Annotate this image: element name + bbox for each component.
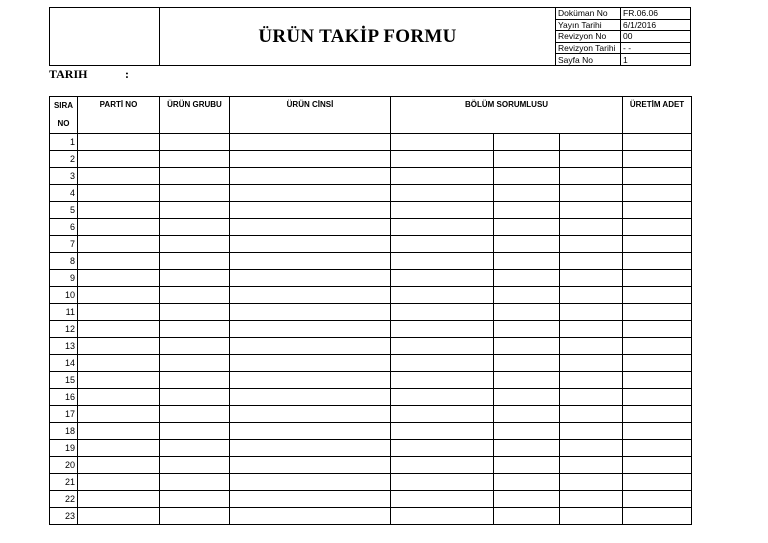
row-number: 8 <box>50 253 78 270</box>
table-cell <box>494 474 560 491</box>
table-cell <box>230 304 391 321</box>
table-cell <box>230 508 391 525</box>
table-cell <box>78 304 160 321</box>
table-cell <box>160 474 230 491</box>
table-row <box>50 355 692 372</box>
header-urun-cinsi: ÜRÜN CİNSİ <box>230 97 391 134</box>
table-cell <box>494 508 560 525</box>
table-row <box>50 474 692 491</box>
table-cell <box>494 355 560 372</box>
table-cell <box>160 372 230 389</box>
table-cell <box>494 440 560 457</box>
table-cell <box>230 270 391 287</box>
table-cell <box>230 474 391 491</box>
table-cell <box>623 219 692 236</box>
table-cell <box>160 423 230 440</box>
header-urun-grubu: ÜRÜN GRUBU <box>160 97 230 134</box>
table-cell <box>623 253 692 270</box>
table-cell <box>494 372 560 389</box>
form-title: ÜRÜN TAKİP FORMU <box>160 8 556 66</box>
doc-no-label: Doküman No <box>556 8 621 20</box>
table-cell <box>391 355 494 372</box>
table-cell <box>160 270 230 287</box>
table-cell <box>494 134 560 151</box>
table-cell <box>160 355 230 372</box>
table-cell <box>494 389 560 406</box>
table-row <box>50 440 692 457</box>
row-number: 10 <box>50 287 78 304</box>
table-cell <box>623 457 692 474</box>
table-cell <box>560 440 623 457</box>
table-cell <box>623 423 692 440</box>
table-row <box>50 134 692 151</box>
table-row <box>50 287 692 304</box>
row-number: 1 <box>50 134 78 151</box>
table-cell <box>560 457 623 474</box>
table-cell <box>160 219 230 236</box>
table-cell <box>230 134 391 151</box>
table-cell <box>160 253 230 270</box>
table-cell <box>623 338 692 355</box>
table-cell <box>78 355 160 372</box>
table-cell <box>160 168 230 185</box>
table-cell <box>623 168 692 185</box>
table-cell <box>494 202 560 219</box>
table-cell <box>391 440 494 457</box>
row-number: 17 <box>50 406 78 423</box>
table-cell <box>560 372 623 389</box>
publish-date-value: 6/1/2016 <box>621 19 691 31</box>
table-cell <box>391 474 494 491</box>
table-cell <box>494 491 560 508</box>
table-cell <box>623 151 692 168</box>
table-cell <box>78 423 160 440</box>
table-row <box>50 457 692 474</box>
table-row <box>50 219 692 236</box>
table-cell <box>160 287 230 304</box>
table-cell <box>230 406 391 423</box>
table-row <box>50 253 692 270</box>
table-cell <box>78 440 160 457</box>
table-cell <box>391 321 494 338</box>
table-cell <box>160 236 230 253</box>
table-cell <box>494 457 560 474</box>
table-cell <box>560 270 623 287</box>
table-cell <box>623 389 692 406</box>
table-cell <box>160 457 230 474</box>
table-cell <box>230 236 391 253</box>
table-cell <box>160 202 230 219</box>
table-cell <box>560 406 623 423</box>
table-row <box>50 304 692 321</box>
row-number: 14 <box>50 355 78 372</box>
header-bolum-sorumlusu: BÖLÜM SORUMLUSU <box>391 97 623 134</box>
table-cell <box>230 440 391 457</box>
table-cell <box>78 321 160 338</box>
table-cell <box>78 338 160 355</box>
table-cell <box>391 287 494 304</box>
table-cell <box>160 134 230 151</box>
row-number: 5 <box>50 202 78 219</box>
table-cell <box>560 508 623 525</box>
row-number: 2 <box>50 151 78 168</box>
table-cell <box>78 168 160 185</box>
table-row <box>50 185 692 202</box>
table-cell <box>78 287 160 304</box>
table-cell <box>560 151 623 168</box>
table-row <box>50 389 692 406</box>
table-cell <box>560 355 623 372</box>
table-row <box>50 406 692 423</box>
table-cell <box>623 236 692 253</box>
table-cell <box>391 253 494 270</box>
table-cell <box>494 304 560 321</box>
table-cell <box>623 134 692 151</box>
page-no-label: Sayfa No <box>556 54 621 66</box>
table-cell <box>623 287 692 304</box>
table-cell <box>78 219 160 236</box>
table-cell <box>494 270 560 287</box>
table-cell <box>391 168 494 185</box>
table-cell <box>623 304 692 321</box>
revision-no-value: 00 <box>621 31 691 43</box>
table-cell <box>623 474 692 491</box>
table-cell <box>78 474 160 491</box>
row-number: 3 <box>50 168 78 185</box>
table-row <box>50 168 692 185</box>
table-row <box>50 423 692 440</box>
table-cell <box>78 134 160 151</box>
table-cell <box>623 270 692 287</box>
table-cell <box>391 372 494 389</box>
table-cell <box>494 236 560 253</box>
table-row <box>50 491 692 508</box>
table-cell <box>230 491 391 508</box>
table-cell <box>560 389 623 406</box>
table-cell <box>494 168 560 185</box>
table-cell <box>230 151 391 168</box>
table-cell <box>230 389 391 406</box>
row-number: 9 <box>50 270 78 287</box>
table-cell <box>560 219 623 236</box>
table-cell <box>78 491 160 508</box>
table-cell <box>560 287 623 304</box>
table-cell <box>391 134 494 151</box>
table-cell <box>623 406 692 423</box>
header-sira-line1: SIRA <box>53 101 74 110</box>
table-cell <box>494 185 560 202</box>
row-number: 16 <box>50 389 78 406</box>
table-cell <box>78 185 160 202</box>
table-row <box>50 236 692 253</box>
row-number: 22 <box>50 491 78 508</box>
table-cell <box>391 508 494 525</box>
row-number: 19 <box>50 440 78 457</box>
revision-no-label: Revizyon No <box>556 31 621 43</box>
table-cell <box>230 219 391 236</box>
header-sira-line2: NO <box>57 119 70 128</box>
table-cell <box>160 406 230 423</box>
doc-no-value: FR.06.06 <box>621 8 691 20</box>
row-number: 15 <box>50 372 78 389</box>
table-cell <box>391 423 494 440</box>
table-cell <box>623 321 692 338</box>
table-cell <box>391 491 494 508</box>
table-cell <box>560 423 623 440</box>
table-row <box>50 338 692 355</box>
table-cell <box>78 389 160 406</box>
table-cell <box>78 508 160 525</box>
table-cell <box>560 253 623 270</box>
row-number: 6 <box>50 219 78 236</box>
table-row <box>50 270 692 287</box>
table-cell <box>560 491 623 508</box>
table-cell <box>560 321 623 338</box>
table-cell <box>560 236 623 253</box>
table-cell <box>78 253 160 270</box>
row-number: 21 <box>50 474 78 491</box>
table-cell <box>391 219 494 236</box>
table-cell <box>391 389 494 406</box>
table-cell <box>160 338 230 355</box>
table-cell <box>230 202 391 219</box>
table-cell <box>78 151 160 168</box>
table-cell <box>78 202 160 219</box>
table-cell <box>230 338 391 355</box>
row-number: 11 <box>50 304 78 321</box>
table-row <box>50 508 692 525</box>
revision-date-label: Revizyon Tarihi <box>556 42 621 54</box>
row-number: 12 <box>50 321 78 338</box>
table-cell <box>494 287 560 304</box>
date-colon: : <box>125 67 129 81</box>
table-cell <box>494 219 560 236</box>
table-cell <box>160 304 230 321</box>
table-cell <box>230 287 391 304</box>
table-cell <box>623 508 692 525</box>
table-cell <box>623 440 692 457</box>
table-cell <box>78 236 160 253</box>
table-cell <box>623 202 692 219</box>
table-cell <box>230 355 391 372</box>
table-cell <box>560 134 623 151</box>
table-cell <box>160 389 230 406</box>
table-cell <box>160 185 230 202</box>
table-cell <box>160 508 230 525</box>
table-row <box>50 372 692 389</box>
table-cell <box>560 338 623 355</box>
header-sira-no <box>50 97 78 134</box>
table-cell <box>230 372 391 389</box>
table-cell <box>230 253 391 270</box>
table-cell <box>391 304 494 321</box>
table-cell <box>391 202 494 219</box>
row-number: 18 <box>50 423 78 440</box>
date-label: TARIH <box>49 67 88 81</box>
table-cell <box>391 406 494 423</box>
page-no-value: 1 <box>621 54 691 66</box>
table-cell <box>160 151 230 168</box>
form-header <box>49 7 691 66</box>
table-cell <box>160 491 230 508</box>
table-cell <box>560 185 623 202</box>
table-cell <box>494 423 560 440</box>
table-cell <box>230 423 391 440</box>
table-cell <box>78 406 160 423</box>
table-cell <box>160 321 230 338</box>
table-row <box>50 202 692 219</box>
row-number: 13 <box>50 338 78 355</box>
header-parti-no: PARTİ NO <box>78 97 160 134</box>
table-cell <box>623 185 692 202</box>
table-cell <box>494 338 560 355</box>
row-number: 7 <box>50 236 78 253</box>
revision-date-value: - - <box>621 42 691 54</box>
table-cell <box>78 457 160 474</box>
table-cell <box>78 372 160 389</box>
table-cell <box>494 321 560 338</box>
table-row <box>50 151 692 168</box>
table-cell <box>560 304 623 321</box>
table-cell <box>230 321 391 338</box>
product-tracking-table <box>49 96 692 525</box>
table-cell <box>230 185 391 202</box>
table-cell <box>230 168 391 185</box>
header-uretim-adet: ÜRETİM ADET <box>623 97 692 134</box>
row-number: 20 <box>50 457 78 474</box>
table-cell <box>494 406 560 423</box>
table-cell <box>560 168 623 185</box>
row-number: 23 <box>50 508 78 525</box>
logo-area <box>50 8 160 66</box>
table-cell <box>560 474 623 491</box>
table-cell <box>391 457 494 474</box>
table-cell <box>160 440 230 457</box>
table-cell <box>391 236 494 253</box>
table-cell <box>391 185 494 202</box>
row-number: 4 <box>50 185 78 202</box>
table-cell <box>623 355 692 372</box>
table-cell <box>494 253 560 270</box>
table-cell <box>230 457 391 474</box>
publish-date-label: Yayın Tarihi <box>556 19 621 31</box>
date-row <box>49 67 129 82</box>
table-cell <box>623 491 692 508</box>
table-cell <box>391 270 494 287</box>
table-cell <box>391 151 494 168</box>
table-cell <box>560 202 623 219</box>
table-cell <box>494 151 560 168</box>
table-row <box>50 321 692 338</box>
table-cell <box>623 372 692 389</box>
table-cell <box>78 270 160 287</box>
table-cell <box>391 338 494 355</box>
